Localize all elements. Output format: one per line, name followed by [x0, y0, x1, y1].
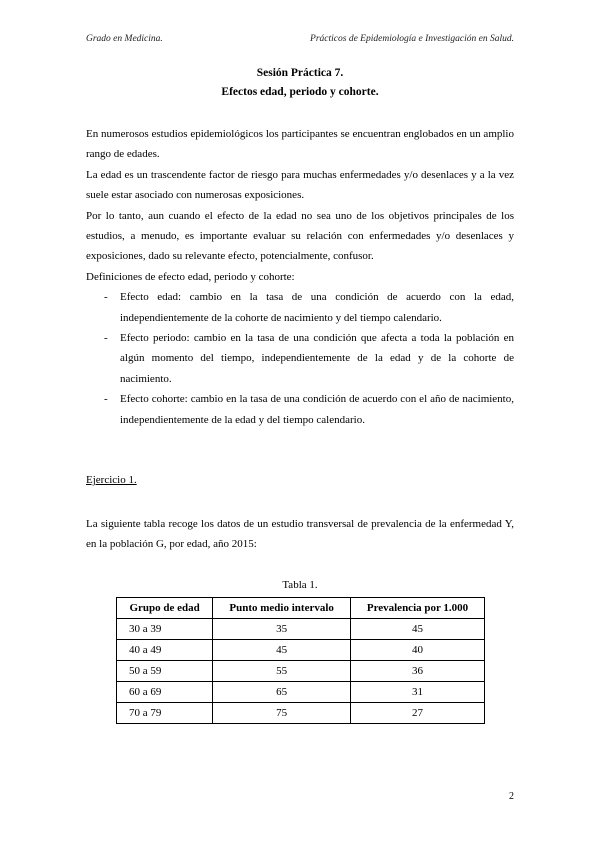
cell-age-group: 60 a 69 — [117, 682, 213, 703]
table-row — [117, 640, 485, 661]
running-header-left: Grado en Medicina. — [86, 34, 163, 44]
cell-age-group: 50 a 59 — [117, 661, 213, 682]
bullet-dash: - — [104, 291, 108, 304]
running-header-right: Prácticos de Epidemiología e Investigación en Salud. — [310, 34, 514, 44]
cell-prevalence: 27 — [351, 703, 485, 724]
definition-item — [86, 389, 514, 430]
session-subtitle: Efectos edad, periodo y cohorte. — [221, 86, 379, 98]
cell-midpoint: 75 — [213, 703, 351, 724]
table-row — [117, 682, 485, 703]
cell-age-group: 70 a 79 — [117, 703, 213, 724]
cell-prevalence: 40 — [351, 640, 485, 661]
exercise-text: La siguiente tabla recoge los datos de un estudio transversal de prevalencia de la enfermedad Y, en la población G, por edad, año 2015: — [86, 518, 514, 551]
header-prevalence: Prevalencia por 1.000 — [351, 598, 485, 619]
header-midpoint: Punto medio intervalo — [213, 598, 351, 619]
cell-midpoint: 55 — [213, 661, 351, 682]
intro-paragraph-3: Por lo tanto, aun cuando el efecto de la edad no sea uno de los objetivos principales de los estudios, a menudo, es importante evaluar su relación con enfermedades y/o desenlaces y exposiciones, dado su relevante efecto, potencialmente, confusor. — [86, 209, 514, 263]
cell-prevalence: 31 — [351, 682, 485, 703]
bullet-dash: - — [104, 332, 108, 345]
table-row — [117, 661, 485, 682]
cell-prevalence: 45 — [351, 619, 485, 640]
page-number: 2 — [509, 791, 514, 802]
table-caption: Tabla 1. — [282, 579, 318, 591]
definition-text: Efecto cohorte: cambio en la tasa de una condición de acuerdo con el año de nacimiento, independientemente de la edad y del tiempo calendario. — [120, 393, 514, 426]
intro-section — [86, 124, 514, 430]
definition-item — [86, 287, 514, 328]
session-title: Sesión Práctica 7. — [256, 67, 344, 79]
cell-midpoint: 45 — [213, 640, 351, 661]
prevalence-table — [116, 597, 485, 724]
intro-paragraph-1: En numerosos estudios epidemiológicos los participantes se encuentran englobados en un amplio rango de edades. — [86, 128, 514, 161]
intro-paragraph-2: La edad es un trascendente factor de riesgo para muchas enfermedades y/o desenlaces y a la vez suele estar asociado con numerosas exposiciones. — [86, 168, 514, 202]
exercise-title: Ejercicio 1. — [86, 474, 137, 486]
cell-prevalence: 36 — [351, 661, 485, 682]
table-row — [117, 703, 485, 724]
definitions-list — [86, 287, 514, 430]
cell-age-group: 30 a 39 — [117, 619, 213, 640]
cell-midpoint: 35 — [213, 619, 351, 640]
intro-paragraph-4: Definiciones de efecto edad, periodo y cohorte: — [86, 270, 295, 283]
cell-midpoint: 65 — [213, 682, 351, 703]
definition-text: Efecto edad: cambio en la tasa de una condición de acuerdo con la edad, independientemente de la cohorte de nacimiento y del tiempo calendario. — [120, 291, 514, 324]
table-header-row — [117, 598, 485, 619]
definition-item — [86, 328, 514, 389]
cell-age-group: 40 a 49 — [117, 640, 213, 661]
header-age-group: Grupo de edad — [117, 598, 213, 619]
bullet-dash: - — [104, 393, 108, 406]
definition-text: Efecto periodo: cambio en la tasa de una condición que afecta a toda la población en algún momento del tiempo, independientemente de la edad y de la cohorte de nacimiento. — [120, 332, 514, 385]
table-row — [117, 619, 485, 640]
